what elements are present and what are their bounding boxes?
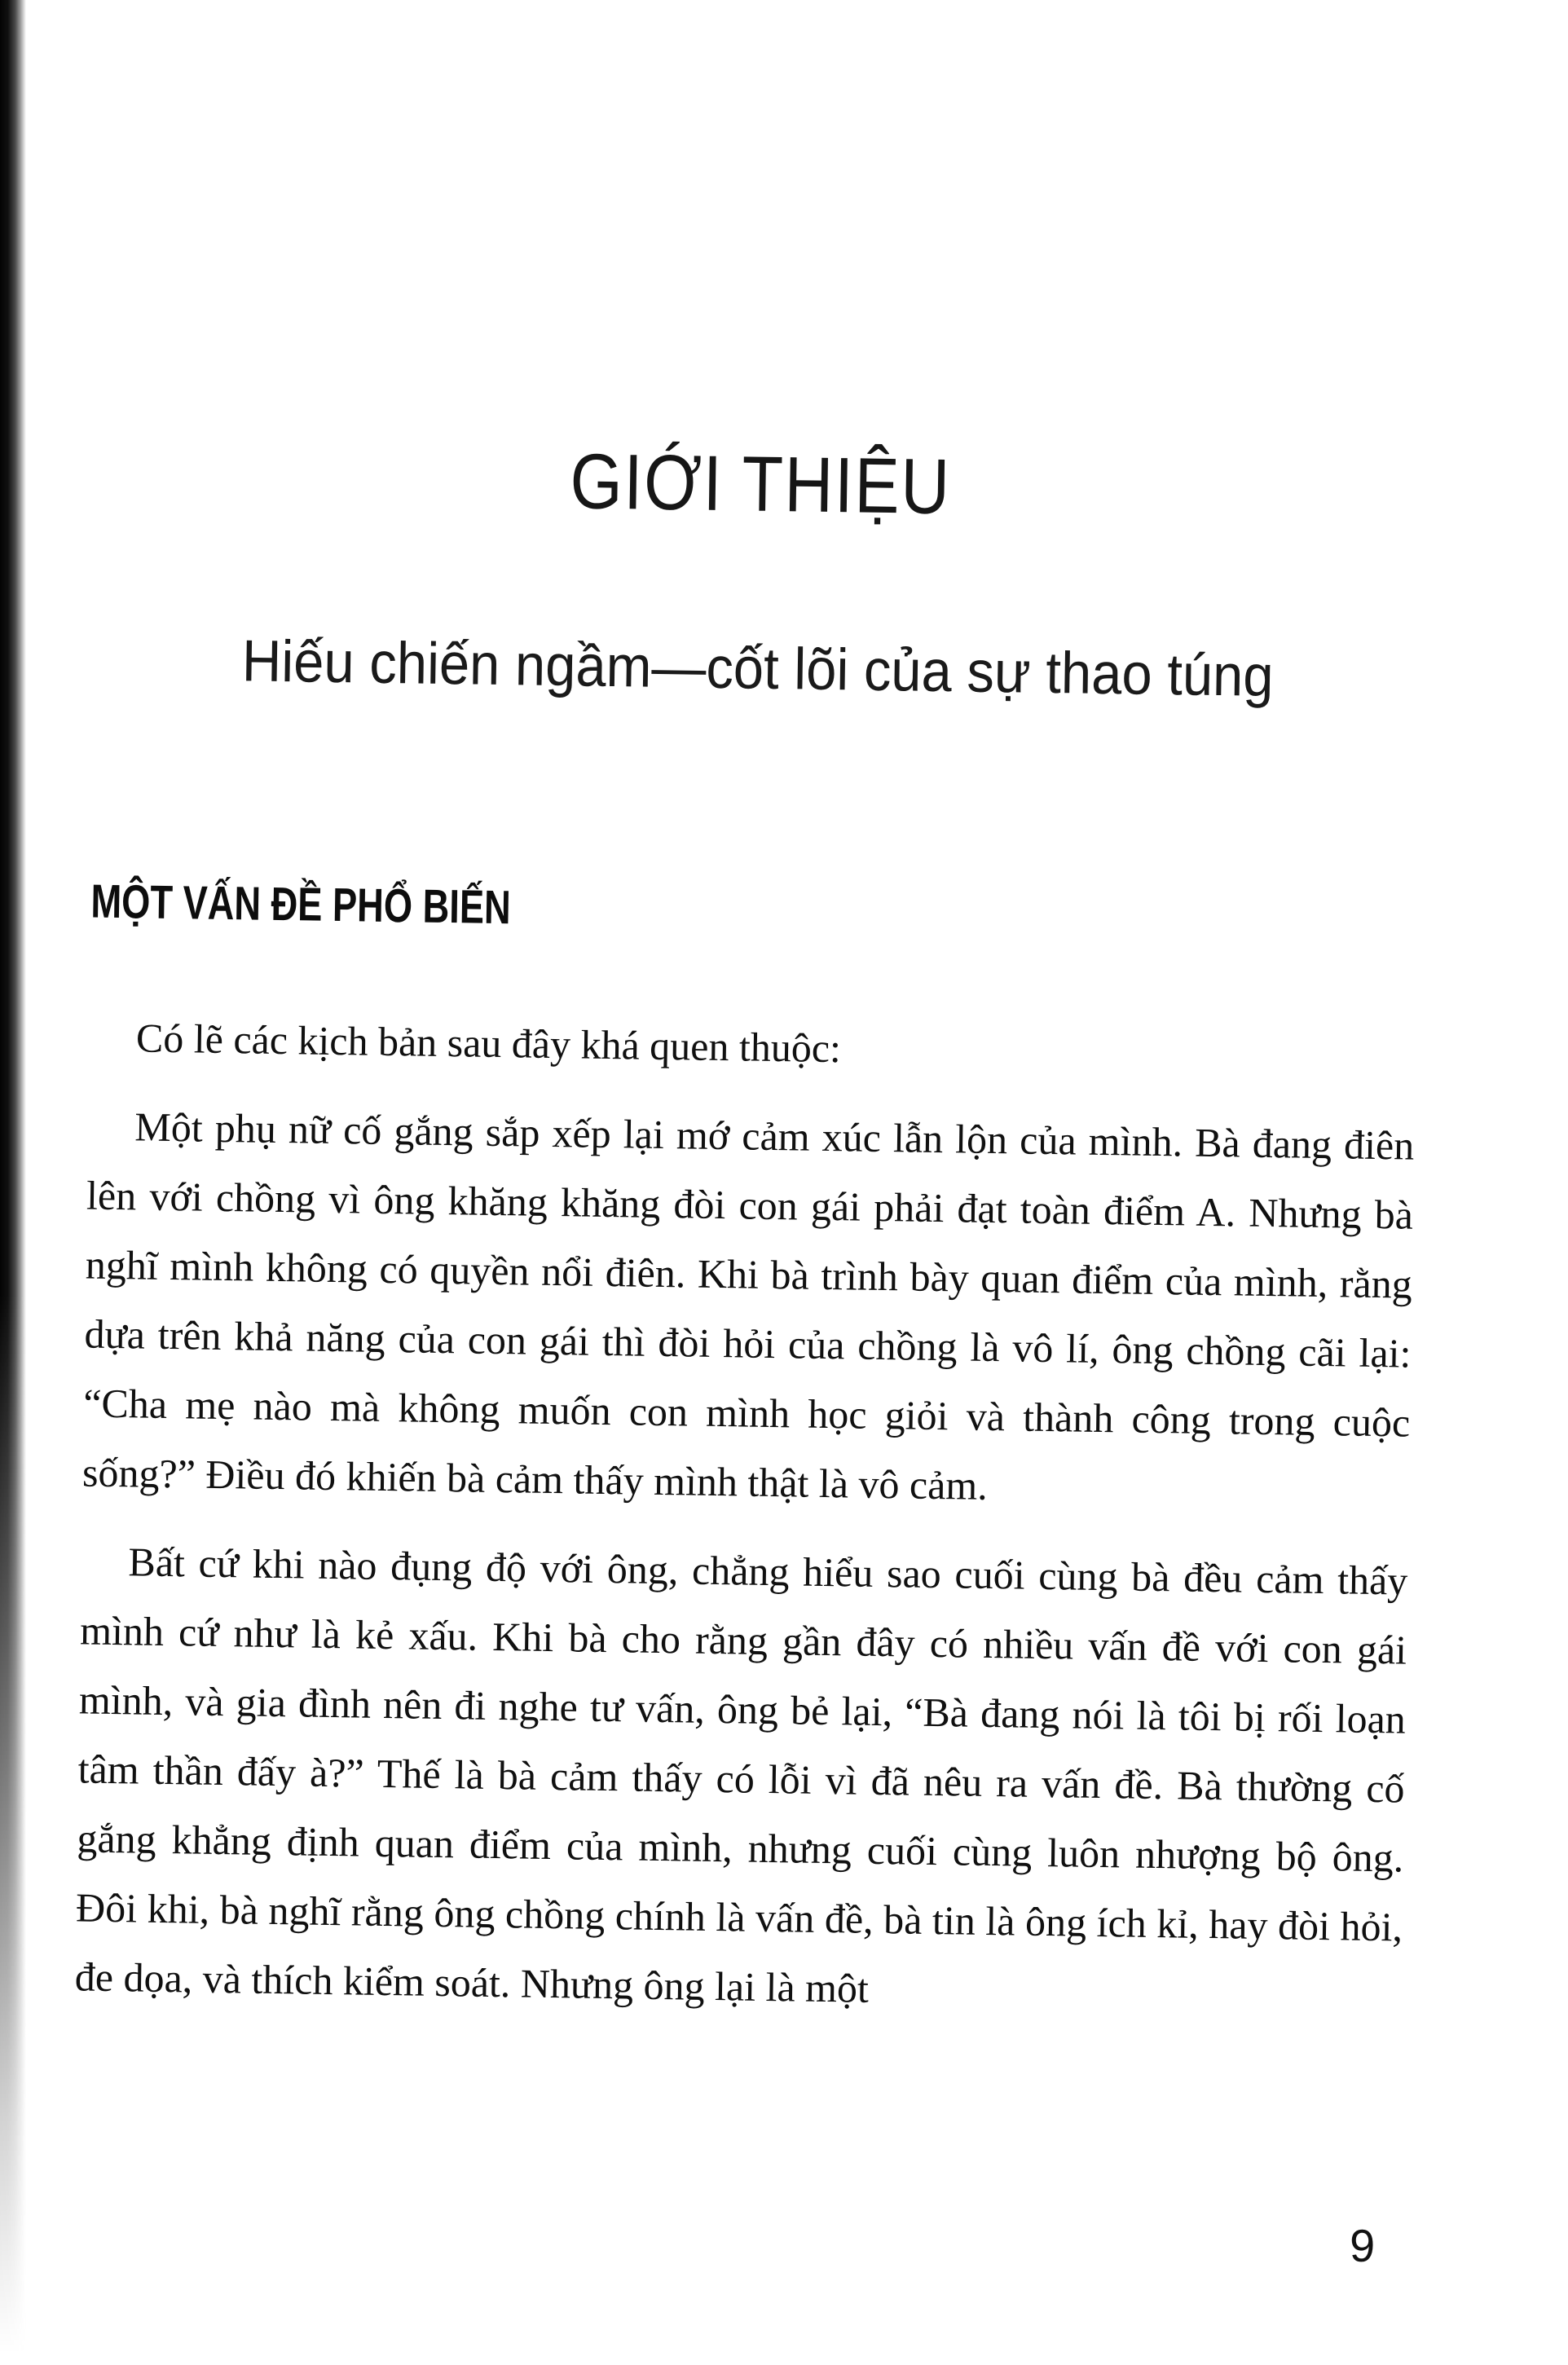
section-heading: MỘT VẤN ĐỀ PHỔ BIẾN — [90, 874, 512, 935]
paragraph-scenario-1: Một phụ nữ cố gắng sắp xếp lại mớ cảm xúc lẫn lộn của mình. Bà đang điên lên với chồng vì ông khăng khăng đòi con gái phải đạt toàn điểm A. Nhưng bà nghĩ mình không có quyền nổi điên. Khi bà trình bày quan điểm của mình, rằng dựa trên khả năng của con gái thì đòi hỏi của chồng là vô lí, ông chồng cãi lại: “Cha mẹ nào mà không muốn con mình học giỏi và thành công trong cuộc sống?” Điều đó khiến bà cảm thấy mình thật là vô cảm. — [81, 1103, 1415, 1509]
page-number: 9 — [1349, 2219, 1376, 2272]
page-content — [74, 0, 1431, 2032]
paragraph-scenario-2: Bất cứ khi nào đụng độ với ông, chẳng hiểu sao cuối cùng bà đều cảm thấy mình cứ như là kẻ xấu. Khi bà cho rằng gần đây có nhiều vấn đề với con gái mình, và gia đình nên đi nghe tư vấn, ông bẻ lại, “Bà đang nói là tôi bị rối loạn tâm thần đấy à?” Thế là bà cảm thấy có lỗi vì đã nêu ra vấn đề. Bà thường cố gắng khẳng định quan điểm của mình, nhưng cuối cùng luôn nhượng bộ ông. Đôi khi, bà nghĩ rằng ông chồng chính là vấn đề, bà tin là ông ích kỉ, hay đòi hỏi, đe dọa, và thích kiểm soát. Nhưng ông lại là một — [74, 1539, 1408, 2012]
chapter-title: GIỚI THIỆU — [569, 438, 952, 531]
paragraph-intro: Có lẽ các kịch bản sau đây khá quen thuộc: — [135, 1015, 842, 1072]
chapter-subtitle: Hiếu chiến ngầm—cốt lõi của sự thao túng — [241, 628, 1275, 709]
